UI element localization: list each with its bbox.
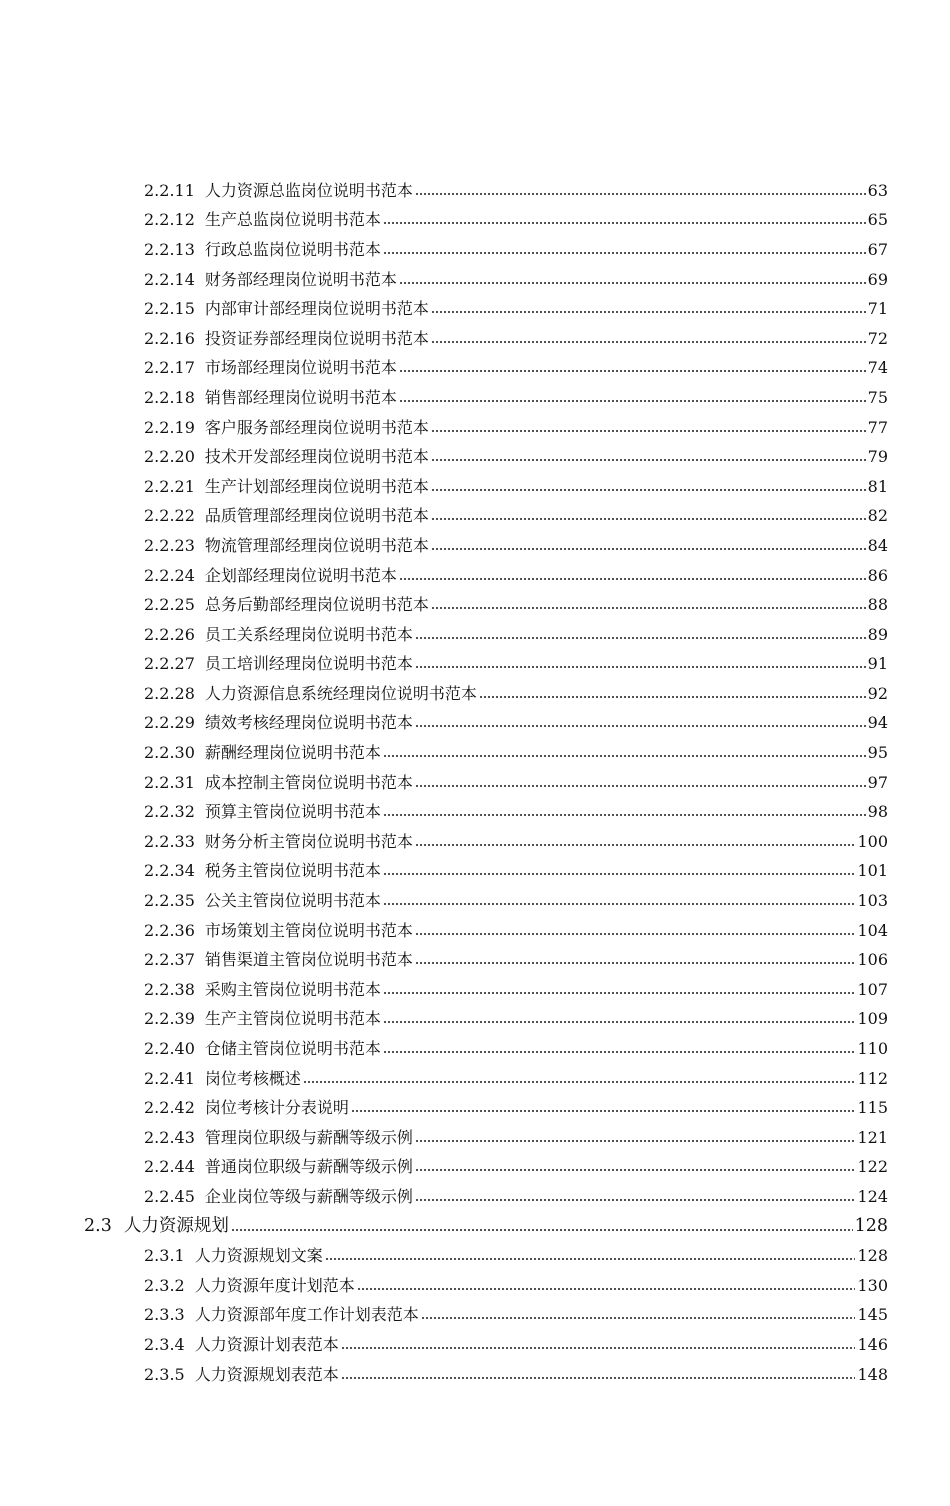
toc-entry-number: 2.2.37 bbox=[144, 950, 195, 970]
dot-leader bbox=[351, 1109, 856, 1113]
toc-entry[interactable] bbox=[144, 1064, 888, 1094]
dot-leader bbox=[431, 547, 866, 551]
toc-entry[interactable] bbox=[144, 472, 888, 502]
toc-entry-title: 采购主管岗位说明书范本 bbox=[204, 979, 381, 999]
toc-entry-title: 人力资源总监岗位说明书范本 bbox=[204, 180, 413, 200]
table-of-contents bbox=[0, 176, 950, 1389]
toc-entry-number: 2.2.24 bbox=[144, 565, 195, 585]
dot-leader bbox=[415, 665, 866, 669]
toc-entry[interactable] bbox=[144, 413, 888, 443]
toc-entry-title: 成本控制主管岗位说明书范本 bbox=[204, 772, 413, 792]
toc-entry-page-number: 77 bbox=[867, 417, 888, 437]
toc-entry[interactable] bbox=[144, 620, 888, 650]
toc-entry-page-number: 130 bbox=[857, 1275, 888, 1295]
toc-entry-number: 2.3 bbox=[84, 1215, 112, 1236]
dot-leader bbox=[415, 961, 856, 965]
toc-entry-number: 2.2.30 bbox=[144, 743, 195, 763]
toc-entry-number: 2.3.1 bbox=[144, 1246, 185, 1266]
toc-entry[interactable] bbox=[144, 916, 888, 946]
dot-leader bbox=[431, 310, 866, 314]
toc-entry-title: 人力资源规划 bbox=[123, 1215, 229, 1236]
toc-entry-number: 2.2.43 bbox=[144, 1127, 195, 1147]
toc-entry-title: 生产计划部经理岗位说明书范本 bbox=[204, 476, 429, 496]
toc-entry-number: 2.2.38 bbox=[144, 979, 195, 999]
toc-entry-page-number: 121 bbox=[857, 1127, 888, 1147]
toc-entry-title: 企业岗位等级与薪酬等级示例 bbox=[204, 1186, 413, 1206]
toc-entry-page-number: 81 bbox=[867, 476, 888, 496]
dot-leader bbox=[415, 724, 866, 728]
toc-entry-page-number: 74 bbox=[867, 358, 888, 378]
toc-entry-number: 2.2.14 bbox=[144, 269, 195, 289]
dot-leader bbox=[383, 221, 866, 225]
toc-entry-page-number: 115 bbox=[857, 1098, 888, 1118]
dot-leader bbox=[431, 517, 866, 521]
dot-leader bbox=[383, 872, 856, 876]
toc-entry-number: 2.2.33 bbox=[144, 831, 195, 851]
toc-entry-number: 2.3.5 bbox=[144, 1364, 185, 1384]
toc-entry[interactable] bbox=[144, 650, 888, 680]
toc-entry-title: 公关主管岗位说明书范本 bbox=[204, 891, 381, 911]
toc-entry[interactable] bbox=[144, 383, 888, 413]
toc-entry[interactable] bbox=[144, 354, 888, 384]
toc-entry-page-number: 112 bbox=[857, 1068, 888, 1088]
dot-leader bbox=[399, 399, 866, 403]
toc-entry-number: 2.2.19 bbox=[144, 417, 195, 437]
dot-leader bbox=[415, 843, 856, 847]
toc-entry-title: 税务主管岗位说明书范本 bbox=[204, 861, 381, 881]
toc-entry-number: 2.2.23 bbox=[144, 535, 195, 555]
toc-entry-page-number: 65 bbox=[867, 210, 888, 230]
toc-entry-title: 财务分析主管岗位说明书范本 bbox=[204, 831, 413, 851]
toc-entry[interactable] bbox=[144, 797, 888, 827]
toc-entry-number: 2.2.29 bbox=[144, 713, 195, 733]
toc-entry-title: 品质管理部经理岗位说明书范本 bbox=[204, 506, 429, 526]
toc-entry-title: 人力资源计划表范本 bbox=[194, 1334, 339, 1354]
toc-entry-number: 2.2.42 bbox=[144, 1098, 195, 1118]
toc-entry-title: 行政总监岗位说明书范本 bbox=[204, 239, 381, 259]
toc-entry-page-number: 101 bbox=[857, 861, 888, 881]
toc-entry-title: 客户服务部经理岗位说明书范本 bbox=[204, 417, 429, 437]
toc-entry[interactable] bbox=[144, 531, 888, 561]
toc-entry-page-number: 92 bbox=[867, 683, 888, 703]
toc-entry-page-number: 146 bbox=[857, 1334, 888, 1354]
toc-entry-number: 2.2.26 bbox=[144, 624, 195, 644]
toc-entry-title: 预算主管岗位说明书范本 bbox=[204, 802, 381, 822]
dot-leader bbox=[383, 991, 856, 995]
toc-entry-title: 投资证券部经理岗位说明书范本 bbox=[204, 328, 429, 348]
toc-entry[interactable] bbox=[144, 738, 888, 768]
toc-entry-title: 薪酬经理岗位说明书范本 bbox=[204, 743, 381, 763]
toc-entry-title: 人力资源规划文案 bbox=[194, 1246, 323, 1266]
toc-entry-page-number: 88 bbox=[867, 595, 888, 615]
dot-leader bbox=[383, 902, 856, 906]
toc-entry-number: 2.2.27 bbox=[144, 654, 195, 674]
toc-entry-title: 人力资源信息系统经理岗位说明书范本 bbox=[204, 683, 477, 703]
toc-entry-title: 管理岗位职级与薪酬等级示例 bbox=[204, 1127, 413, 1147]
toc-entry-number: 2.2.20 bbox=[144, 447, 195, 467]
toc-entry[interactable] bbox=[144, 561, 888, 591]
toc-entry-number: 2.2.18 bbox=[144, 387, 195, 407]
toc-entry-number: 2.2.39 bbox=[144, 1009, 195, 1029]
toc-entry[interactable] bbox=[144, 1360, 888, 1390]
toc-entry-number: 2.2.35 bbox=[144, 891, 195, 911]
toc-entry[interactable] bbox=[144, 709, 888, 739]
toc-entry-page-number: 71 bbox=[867, 299, 888, 319]
dot-leader bbox=[415, 1168, 856, 1172]
toc-entry-title: 市场部经理岗位说明书范本 bbox=[204, 358, 397, 378]
toc-entry-number: 2.2.25 bbox=[144, 595, 195, 615]
toc-entry-title: 市场策划主管岗位说明书范本 bbox=[204, 920, 413, 940]
toc-entry-number: 2.3.4 bbox=[144, 1334, 185, 1354]
toc-entry[interactable] bbox=[144, 1005, 888, 1035]
dot-leader bbox=[431, 488, 866, 492]
toc-entry-number: 2.2.36 bbox=[144, 920, 195, 940]
toc-entry-title: 生产总监岗位说明书范本 bbox=[204, 210, 381, 230]
toc-entry-page-number: 82 bbox=[867, 506, 888, 526]
toc-entry[interactable] bbox=[144, 679, 888, 709]
dot-leader bbox=[415, 192, 866, 196]
toc-entry[interactable] bbox=[144, 265, 888, 295]
toc-entry[interactable] bbox=[144, 324, 888, 354]
toc-entry-page-number: 86 bbox=[867, 565, 888, 585]
dot-leader bbox=[415, 636, 866, 640]
toc-entry-number: 2.2.17 bbox=[144, 358, 195, 378]
toc-entry-title: 人力资源部年度工作计划表范本 bbox=[194, 1305, 419, 1325]
toc-entry-title: 岗位考核计分表说明 bbox=[204, 1098, 349, 1118]
toc-entry-number: 2.2.21 bbox=[144, 476, 195, 496]
toc-entry-number: 2.2.45 bbox=[144, 1186, 195, 1206]
dot-leader bbox=[357, 1287, 856, 1291]
toc-entry-page-number: 95 bbox=[867, 743, 888, 763]
dot-leader bbox=[415, 1139, 856, 1143]
toc-entry[interactable] bbox=[144, 294, 888, 324]
dot-leader bbox=[431, 458, 866, 462]
dot-leader bbox=[399, 369, 866, 373]
toc-entry-title: 销售渠道主管岗位说明书范本 bbox=[204, 950, 413, 970]
toc-entry-title: 仓储主管岗位说明书范本 bbox=[204, 1039, 381, 1059]
dot-leader bbox=[341, 1346, 856, 1350]
toc-entry-number: 2.2.15 bbox=[144, 299, 195, 319]
toc-entry-title: 财务部经理岗位说明书范本 bbox=[204, 269, 397, 289]
toc-entry-title: 技术开发部经理岗位说明书范本 bbox=[204, 447, 429, 467]
toc-entry-number: 2.2.31 bbox=[144, 772, 195, 792]
dot-leader bbox=[431, 340, 866, 344]
dot-leader bbox=[383, 1020, 856, 1024]
toc-entry-page-number: 84 bbox=[867, 535, 888, 555]
toc-entry-title: 生产主管岗位说明书范本 bbox=[204, 1009, 381, 1029]
dot-leader bbox=[415, 784, 866, 788]
toc-entry-page-number: 69 bbox=[867, 269, 888, 289]
toc-entry-page-number: 97 bbox=[867, 772, 888, 792]
toc-entry-page-number: 124 bbox=[857, 1186, 888, 1206]
toc-entry[interactable] bbox=[144, 206, 888, 236]
toc-entry-page-number: 100 bbox=[857, 831, 888, 851]
toc-entry-page-number: 104 bbox=[857, 920, 888, 940]
dot-leader bbox=[325, 1257, 856, 1261]
dot-leader bbox=[383, 251, 866, 255]
toc-entry-page-number: 89 bbox=[867, 624, 888, 644]
toc-entry-title: 内部审计部经理岗位说明书范本 bbox=[204, 299, 429, 319]
toc-entry[interactable] bbox=[144, 1034, 888, 1064]
toc-entry-page-number: 63 bbox=[867, 180, 888, 200]
dot-leader bbox=[341, 1376, 856, 1380]
toc-entry-number: 2.2.28 bbox=[144, 683, 195, 703]
toc-entry-title: 物流管理部经理岗位说明书范本 bbox=[204, 535, 429, 555]
toc-entry-number: 2.2.11 bbox=[144, 180, 195, 200]
toc-entry-number: 2.2.32 bbox=[144, 802, 195, 822]
toc-entry[interactable] bbox=[144, 1241, 888, 1271]
toc-entry-page-number: 122 bbox=[857, 1157, 888, 1177]
dot-leader bbox=[431, 606, 866, 610]
dot-leader bbox=[415, 932, 856, 936]
dot-leader bbox=[383, 813, 866, 817]
toc-entry-title: 绩效考核经理岗位说明书范本 bbox=[204, 713, 413, 733]
toc-entry[interactable] bbox=[144, 768, 888, 798]
dot-leader bbox=[479, 695, 866, 699]
toc-entry[interactable] bbox=[144, 1301, 888, 1331]
toc-entry-title: 人力资源规划表范本 bbox=[194, 1364, 339, 1384]
dot-leader bbox=[383, 1050, 856, 1054]
toc-entry-number: 2.2.13 bbox=[144, 239, 195, 259]
toc-entry[interactable] bbox=[144, 1153, 888, 1183]
toc-entry-number: 2.2.34 bbox=[144, 861, 195, 881]
toc-entry[interactable] bbox=[144, 502, 888, 532]
toc-entry[interactable] bbox=[144, 975, 888, 1005]
toc-entry-title: 企划部经理岗位说明书范本 bbox=[204, 565, 397, 585]
toc-entry-title: 员工关系经理岗位说明书范本 bbox=[204, 624, 413, 644]
toc-entry-page-number: 103 bbox=[857, 891, 888, 911]
toc-entry-page-number: 106 bbox=[857, 950, 888, 970]
toc-entry-title: 普通岗位职级与薪酬等级示例 bbox=[204, 1157, 413, 1177]
toc-entry-page-number: 107 bbox=[857, 979, 888, 999]
toc-entry[interactable] bbox=[144, 176, 888, 206]
toc-entry[interactable] bbox=[144, 1093, 888, 1123]
toc-entry-page-number: 67 bbox=[867, 239, 888, 259]
toc-entry-page-number: 148 bbox=[857, 1364, 888, 1384]
toc-entry[interactable] bbox=[144, 442, 888, 472]
dot-leader bbox=[421, 1316, 856, 1320]
toc-entry[interactable] bbox=[84, 1212, 888, 1242]
toc-entry[interactable] bbox=[144, 1271, 888, 1301]
toc-entry[interactable] bbox=[144, 886, 888, 916]
toc-entry-number: 2.2.16 bbox=[144, 328, 195, 348]
toc-entry-page-number: 94 bbox=[867, 713, 888, 733]
toc-entry-page-number: 145 bbox=[857, 1305, 888, 1325]
toc-entry[interactable] bbox=[144, 1182, 888, 1212]
toc-entry[interactable] bbox=[144, 827, 888, 857]
toc-entry-number: 2.2.12 bbox=[144, 210, 195, 230]
dot-leader bbox=[303, 1080, 856, 1084]
toc-entry[interactable] bbox=[144, 235, 888, 265]
toc-entry-page-number: 128 bbox=[854, 1215, 888, 1236]
toc-entry-number: 2.2.40 bbox=[144, 1039, 195, 1059]
toc-entry-title: 人力资源年度计划范本 bbox=[194, 1275, 355, 1295]
dot-leader bbox=[399, 281, 866, 285]
dot-leader bbox=[383, 754, 866, 758]
toc-entry-number: 2.2.41 bbox=[144, 1068, 195, 1088]
toc-entry-title: 销售部经理岗位说明书范本 bbox=[204, 387, 397, 407]
toc-entry-title: 员工培训经理岗位说明书范本 bbox=[204, 654, 413, 674]
toc-entry-page-number: 91 bbox=[867, 654, 888, 674]
toc-entry-title: 岗位考核概述 bbox=[204, 1068, 301, 1088]
dot-leader bbox=[431, 429, 866, 433]
toc-entry[interactable] bbox=[144, 1330, 888, 1360]
toc-entry-number: 2.3.3 bbox=[144, 1305, 185, 1325]
toc-entry-page-number: 110 bbox=[857, 1039, 888, 1059]
toc-entry-title: 总务后勤部经理岗位说明书范本 bbox=[204, 595, 429, 615]
toc-entry-number: 2.2.44 bbox=[144, 1157, 195, 1177]
toc-entry-page-number: 75 bbox=[867, 387, 888, 407]
toc-entry-page-number: 128 bbox=[857, 1246, 888, 1266]
toc-entry-page-number: 98 bbox=[867, 802, 888, 822]
toc-entry-page-number: 79 bbox=[867, 447, 888, 467]
toc-entry-page-number: 109 bbox=[857, 1009, 888, 1029]
toc-entry-number: 2.3.2 bbox=[144, 1275, 185, 1295]
dot-leader bbox=[399, 577, 866, 581]
toc-entry[interactable] bbox=[144, 857, 888, 887]
toc-entry-page-number: 72 bbox=[867, 328, 888, 348]
toc-entry[interactable] bbox=[144, 590, 888, 620]
toc-entry-number: 2.2.22 bbox=[144, 506, 195, 526]
toc-entry[interactable] bbox=[144, 945, 888, 975]
toc-entry[interactable] bbox=[144, 1123, 888, 1153]
dot-leader bbox=[415, 1198, 856, 1202]
dot-leader bbox=[231, 1228, 853, 1232]
